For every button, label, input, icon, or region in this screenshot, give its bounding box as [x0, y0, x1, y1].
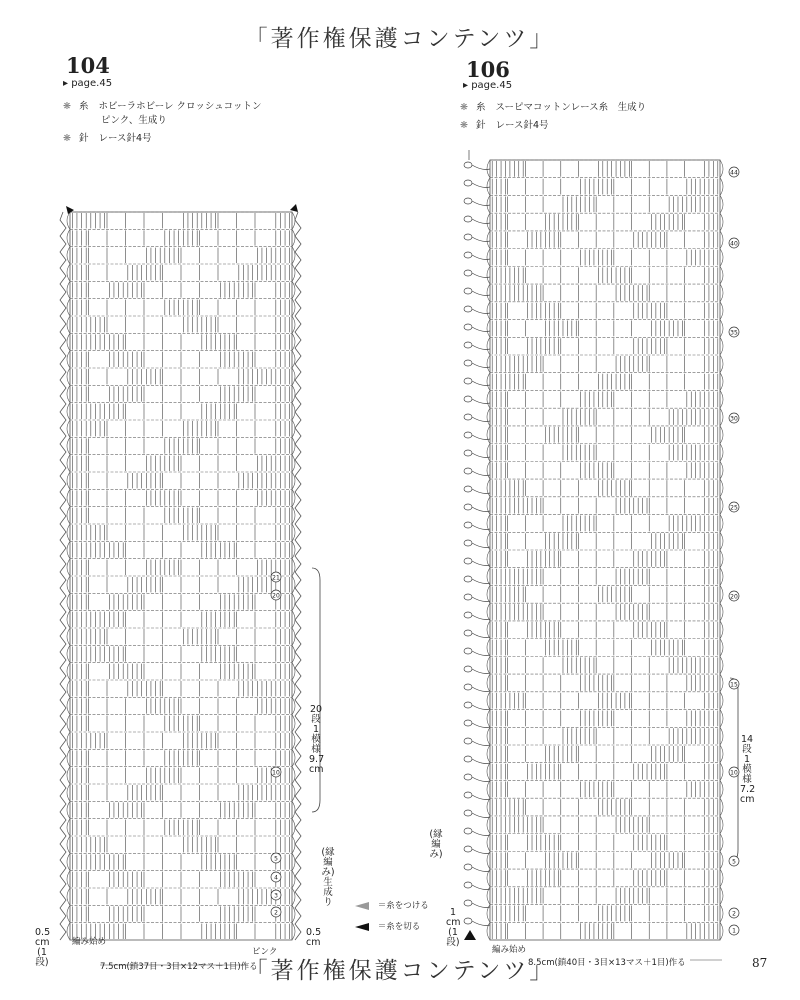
- pattern-106-grid: [487, 160, 723, 940]
- pattern-106-number: 106: [466, 57, 510, 82]
- pattern-104-left-edging: [60, 212, 66, 940]
- pattern-106-row-marker: 25: [730, 504, 738, 512]
- legend-cut: ＝糸を切る: [355, 920, 420, 932]
- pattern-104-row-marker: 21: [272, 574, 280, 582]
- pattern-106-edging-label: (縁編み): [429, 829, 443, 860]
- pattern-104-row-marker: 3: [274, 892, 278, 900]
- pattern-104-cut-marker-right: [290, 204, 298, 212]
- pattern-106-bottom-measure: 8.5cm(鎖40目・3目×13マス＋1目)作る: [528, 958, 686, 968]
- pattern-106-row-marker: 44: [730, 169, 738, 177]
- legend-attach: ＝糸をつける: [355, 899, 429, 911]
- pattern-104-page-ref: ▸ page.45: [63, 78, 113, 89]
- pattern-104-row-marker: 20: [272, 592, 280, 600]
- pattern-104-row-marker: 2: [274, 909, 278, 917]
- pattern-104-materials: ❋ 糸 ホビーラホビーレ クロッシュコットン ピンク、生成り ❋ 針 レース針4号: [63, 101, 262, 144]
- pattern-104-grid: [67, 212, 295, 940]
- pattern-106-row-marker: 5: [732, 858, 736, 866]
- pattern-106-row-marker: 2: [732, 910, 736, 918]
- pattern-106-materials: ❋ 糸 スーピマコットンレース糸 生成り ❋ 針 レース針4号: [460, 102, 647, 131]
- pattern-106-row-marker: 30: [730, 415, 738, 423]
- pattern-104-repeat-bracket: [312, 568, 320, 812]
- pattern-104-edging-label: (縁編み)生成り: [321, 847, 335, 908]
- pattern-104-bottom-measure: 7.5cm(鎖37目・3目×12マス＋1目)作る: [100, 962, 258, 972]
- pattern-104-repeat-label: 20段1模様 9.7 cm: [309, 704, 325, 775]
- pattern-104-start-label: 編み始め: [72, 937, 107, 947]
- pattern-104-right-edging: [295, 212, 301, 940]
- pattern-106-leaf-edging: [464, 162, 490, 926]
- pattern-106-row-marker: 35: [730, 329, 738, 337]
- page-number: 87: [752, 956, 768, 970]
- pattern-106-row-marker: 1: [732, 927, 736, 935]
- pattern-106-page-ref: ▸ page.45: [463, 80, 513, 91]
- watermark-top: 「著作権保護コンテンツ」: [244, 26, 556, 52]
- pattern-104-number: 104: [66, 53, 110, 78]
- pattern-106-repeat-label: 14段1模様 7.2 cm: [740, 734, 756, 805]
- pattern-106-side-measure: 1 cm (1段): [446, 907, 461, 948]
- pattern-104-yarn-label: ピンク: [252, 947, 278, 957]
- pattern-106-row-marker: 15: [730, 681, 738, 689]
- pattern-104-row-marker: 10: [272, 769, 280, 777]
- pattern-106-row-marker: 20: [730, 593, 738, 601]
- pattern-104-side-measure-right: 0.5 cm: [306, 927, 322, 948]
- filled-triangle-icon: [355, 923, 369, 931]
- pattern-106-cut-marker: [464, 930, 476, 940]
- pattern-104-row-marker: 4: [274, 874, 278, 882]
- open-triangle-icon: [355, 902, 369, 910]
- pattern-104-side-measure: 0.5 cm (1段): [35, 927, 51, 968]
- pattern-106-row-marker: 40: [730, 240, 738, 248]
- pattern-106-start-label: 編み始め: [492, 945, 527, 955]
- pattern-104-row-marker: 5: [274, 855, 278, 863]
- pattern-106-row-marker: 10: [730, 769, 738, 777]
- watermark-bottom: 「著作権保護コンテンツ」: [244, 958, 556, 984]
